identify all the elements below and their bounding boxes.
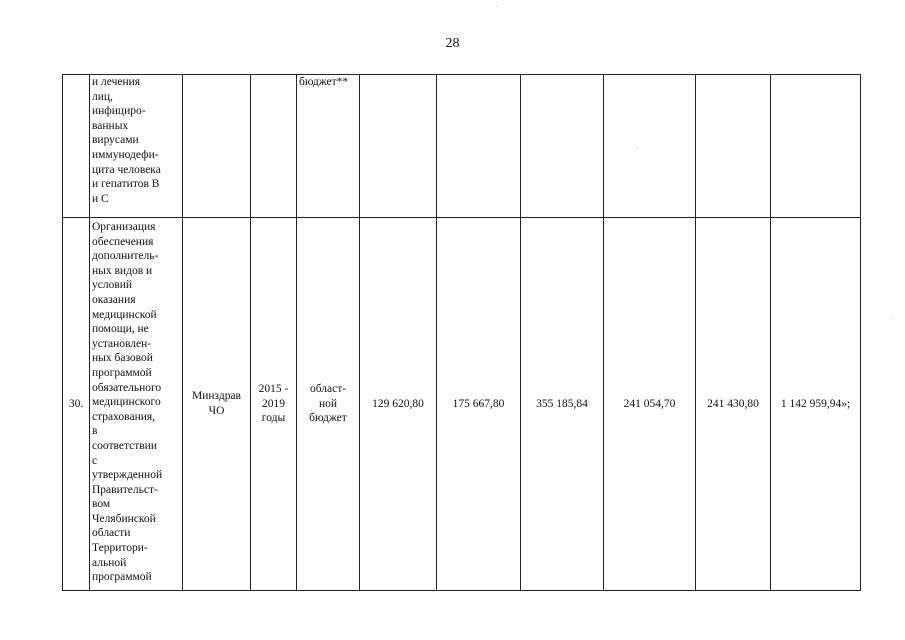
text-line: 2015 -: [258, 383, 289, 396]
scan-speck: [890, 318, 891, 319]
cell-value-3: [521, 75, 604, 218]
text-line: лиц,: [92, 90, 113, 103]
text-line: 2019: [262, 397, 285, 410]
cell-executor: [183, 75, 251, 218]
text-line: оказания: [92, 293, 136, 306]
cell-source: [297, 218, 360, 591]
text-line: инфициро-: [92, 105, 146, 118]
text-line: утвержденной: [92, 469, 163, 482]
text-line: обязательного: [92, 381, 162, 394]
cell-value-5: [696, 75, 771, 218]
value-5: 241 430,80: [707, 397, 759, 410]
total-value: 1 142 959,94»;: [780, 397, 851, 410]
text-line: ной: [318, 397, 338, 410]
cell-total: [771, 75, 861, 218]
cell-value-4: [604, 75, 696, 218]
text-line: и лечения: [92, 76, 141, 88]
cell-num: [63, 75, 90, 218]
text-line: иммунодефи-: [92, 148, 159, 161]
text-line: ванных: [92, 119, 129, 132]
scan-speck: [497, 6, 498, 7]
cell-value-4: [604, 218, 696, 591]
text-line: област-: [309, 383, 347, 396]
text-line: альной: [92, 556, 127, 569]
cell-period: [251, 218, 297, 591]
text-line: установлен-: [92, 337, 152, 350]
value-4: 241 054,70: [623, 397, 676, 410]
text-line: вирусами: [92, 134, 139, 147]
text-line: Организация: [92, 221, 156, 233]
text-line: Челябинской: [92, 512, 156, 525]
value-3: 355 185,84: [536, 397, 588, 410]
text-line: цита человека: [92, 163, 161, 176]
cell-source: [297, 75, 360, 218]
value-2: 175 667,80: [452, 397, 505, 410]
cell-value-2: [437, 218, 521, 591]
text-line: области: [92, 527, 131, 540]
cell-value-5: [696, 218, 771, 591]
cell-value-3: [521, 218, 604, 591]
text-line: обеспечения: [92, 235, 154, 248]
text-line: программой: [92, 366, 152, 379]
text-line: помощи, не: [92, 323, 149, 336]
text-line: ных видов и: [92, 264, 153, 277]
text-line: дополнитель-: [92, 250, 159, 263]
text-line: условий: [92, 279, 133, 292]
text-line: ЧО: [208, 405, 225, 417]
text-line: медицинского: [92, 396, 161, 409]
executor-lines: [185, 389, 248, 418]
cell-value-1: [360, 75, 437, 218]
text-line: Территори-: [92, 542, 148, 555]
text-line: с: [92, 454, 98, 467]
text-line: программой: [92, 571, 152, 584]
cell-executor: [183, 218, 251, 591]
program-table: [62, 74, 861, 591]
cell-value-2: [437, 75, 521, 218]
page-number: 28: [445, 36, 460, 51]
cell-description: [90, 75, 183, 218]
cell-description: [90, 218, 183, 591]
text-line: бюджет: [309, 412, 347, 425]
description-lines: [92, 75, 180, 206]
text-line: годы: [261, 412, 286, 425]
text-line: Правительст-: [92, 483, 158, 496]
cell-total: [771, 218, 861, 591]
cell-period: [251, 75, 297, 218]
text-line: и гепатитов В: [92, 178, 160, 191]
text-line: Минздрав: [191, 390, 241, 403]
value-1: 129 620,80: [372, 397, 424, 410]
text-line: страхования,: [92, 410, 156, 423]
text-line: медицинской: [92, 308, 157, 321]
table-row: [63, 75, 861, 218]
cell-num: 30.: [63, 218, 90, 591]
description-lines: [92, 220, 180, 585]
text-line: соответствии: [92, 439, 157, 452]
cell-value-1: [360, 218, 437, 591]
text-line: и С: [92, 192, 109, 205]
source-text: бюджет**: [299, 76, 349, 88]
text-line: ных базовой: [92, 352, 153, 365]
scan-speck: [637, 148, 638, 149]
text-line: вом: [92, 498, 111, 511]
period-lines: [253, 382, 294, 426]
text-line: в: [92, 425, 98, 438]
table-row: [63, 218, 861, 591]
source-lines: [299, 382, 357, 426]
